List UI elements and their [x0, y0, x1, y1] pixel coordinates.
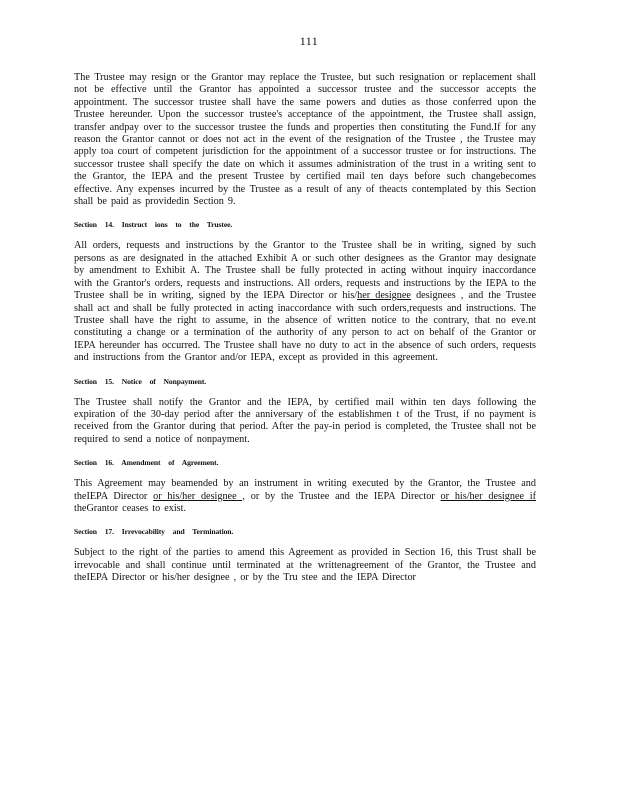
section-15-heading: Section 15. Notice of Nonpayment.	[74, 376, 207, 386]
document-body	[74, 72, 536, 585]
section-14-heading: Section 14. Instruct ions to the Trustee.	[74, 220, 233, 230]
irrevocability-paragraph: Subject to the right of the parties to amend this Agreement as provided in Section 16, this Trust shall be irrevocable and shall continue until terminated at the writtenagreement of the Grantor, the Trustee and theIEPA Director or his/her designee , or by the Tru stee and the IEPA Director	[74, 547, 536, 584]
instructions-paragraph	[74, 240, 536, 364]
section-16-heading: Section 16. Amendment of Agreement.	[74, 458, 219, 468]
instructions-text-1: All orders, requests and instructions by the Grantor to the Trustee shall be in writing, signed by such persons as are designated in the attached Exhibit A or such other designees as the Grantor may designate by amendment to Exhibit A. The Trustee shall be fully protected in acting without inquiry inaccordance with the Grantor's orders, requests and instructions. All orders, requests and instructions by the IEPA to the Trustee shall be in writing, signed by the IEPA Director or his/	[74, 240, 536, 302]
amendment-text-1: This Agreement may beamended by an instrument in writing executed by the Grantor, the Trustee and theIEPA Director	[74, 478, 536, 502]
page-number: 111	[299, 34, 319, 48]
instructions-text-2: designees , and the Trustee shall act and shall be fully protected in acting inaccordance with such orders,requests and instructions. The Trustee shall have the right to assume, in the absence of written notice to the contrary, that no eve.nt constituting a change or a termination of the authority of any person to act on behalf of the Grantor or IEPA hereunder has occurred. The Trustee shall have no duty to act in the absence of such orders, requests and instructions from the Grantor and/or IEPA, except as provided in this agreement.	[74, 290, 536, 364]
amendment-paragraph	[74, 478, 536, 515]
instructions-underlined-text: her designee	[357, 290, 411, 302]
amendment-text-2: or by the Trustee and the IEPA Director	[244, 490, 441, 502]
amendment-underlined-text-1: or his/her designee ,	[153, 490, 245, 502]
section-17-heading: Section 17. Irrevocability and Termination.	[74, 527, 234, 537]
nonpayment-paragraph: The Trustee shall notify the Grantor and the IEPA, by certified mail within ten days following the expiration of the 30-day period after the anniversary of the establishmen t of the Trust, if no payment is received from the Grantor during that period. After the pay-in period is completed, the Trustee shall not be required to send a notice of nonpayment.	[74, 396, 536, 445]
resignation-paragraph: The Trustee may resign or the Grantor may replace the Trustee, but such resignation or replacement shall not be effective until the Grantor has appointed a successor trustee and the successor accepts the appointment. The successor trustee shall have the same powers and duties as those conferred upon the Trustee hereunder. Upon the successor trustee's acceptance of the appointment, the Trustee shall assign, transfer andpay over to the successor trustee the funds and properties then constituting the Fund.If for any reason the Grantor cannot or does not act in the event of the resignation of the Trustee , the Trustee may apply toa court of competent jurisdiction for the appointment of a successor trustee or for instructions. The successor trustee shall specify the date on which it assumes administration of the trust in a writing sent to the Grantor, the IEPA and the present Trustee by certified mail ten days before such changebecomes effective. Any expenses incurred by the Trustee as a result of any of theacts contemplated by this Section shall be paid as providedin Section 9.	[74, 72, 536, 208]
amendment-text-3: theGrantor ceases to exist.	[74, 502, 186, 514]
amendment-underlined-text-2: or his/her designee if	[440, 490, 537, 502]
